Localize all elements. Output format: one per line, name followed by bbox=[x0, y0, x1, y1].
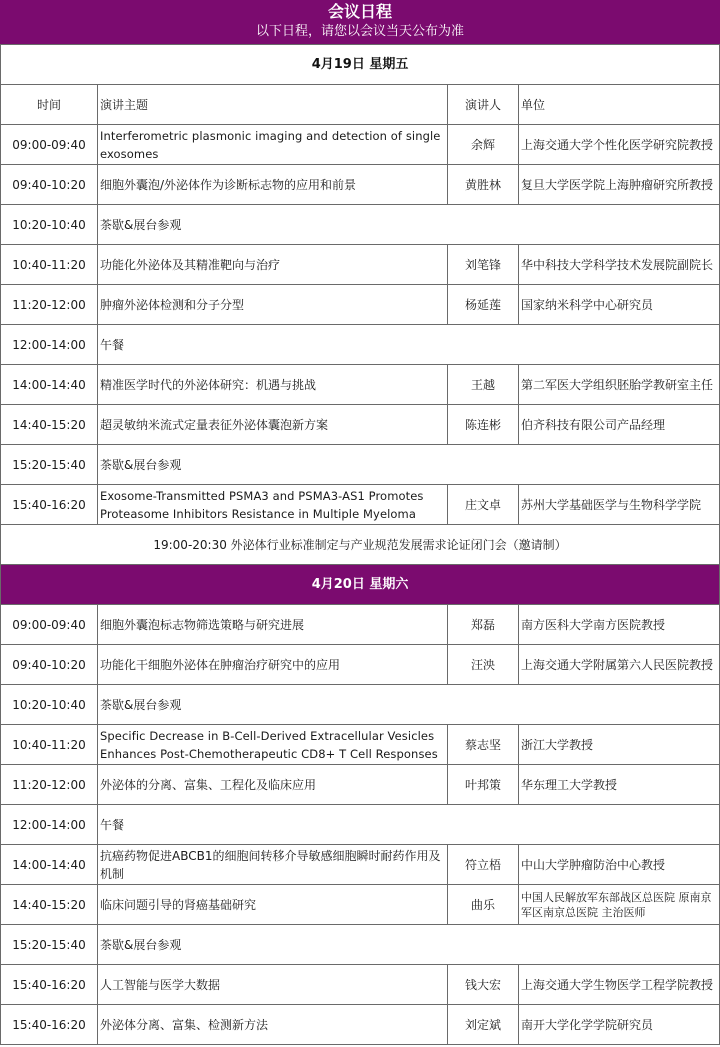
break-row bbox=[1, 205, 720, 245]
day1-table bbox=[0, 44, 720, 565]
break-label: 茶歇&展台参观 bbox=[98, 445, 720, 485]
session-topic: 功能化干细胞外泌体在肿瘤治疗研究中的应用 bbox=[98, 645, 448, 685]
session-speaker: 王越 bbox=[448, 365, 519, 405]
session-topic: 细胞外囊泡/外泌体作为诊断标志物的应用和前景 bbox=[98, 165, 448, 205]
agenda-title: 会议日程 bbox=[327, 2, 392, 21]
session-time: 09:00-09:40 bbox=[1, 605, 98, 645]
session-topic: 外泌体的分离、富集、工程化及临床应用 bbox=[98, 765, 448, 805]
session-speaker: 刘笔锋 bbox=[448, 245, 519, 285]
break-label: 茶歇&展台参观 bbox=[98, 925, 720, 965]
session-time: 12:00-14:00 bbox=[1, 805, 98, 845]
session-speaker: 曲乐 bbox=[448, 885, 519, 925]
day2-title: 4月20日 星期六 bbox=[1, 565, 720, 605]
break-row bbox=[1, 325, 720, 365]
session-speaker: 黄胜林 bbox=[448, 165, 519, 205]
session-topic: 外泌体分离、富集、检测新方法 bbox=[98, 1005, 448, 1045]
session-topic: 肿瘤外泌体检测和分子分型 bbox=[98, 285, 448, 325]
session-unit: 中山大学肿瘤防治中心教授 bbox=[519, 845, 720, 885]
day1-title-row bbox=[1, 45, 720, 85]
session-time: 11:20-12:00 bbox=[1, 285, 98, 325]
session-speaker: 郑磊 bbox=[448, 605, 519, 645]
session-time: 14:40-15:20 bbox=[1, 405, 98, 445]
session-time: 10:20-10:40 bbox=[1, 205, 98, 245]
session-time: 09:40-10:20 bbox=[1, 165, 98, 205]
session-unit: 上海交通大学个性化医学研究院教授 bbox=[519, 125, 720, 165]
session-topic: 细胞外囊泡标志物筛选策略与研究进展 bbox=[98, 605, 448, 645]
evening-session: 19:00-20:30 外泌体行业标准制定与产业规范发展需求论证闭门会（邀请制） bbox=[1, 525, 720, 565]
session-unit: 复旦大学医学院上海肿瘤研究所教授 bbox=[519, 165, 720, 205]
session-unit: 华东理工大学教授 bbox=[519, 765, 720, 805]
column-time: 时间 bbox=[1, 85, 98, 125]
session-row bbox=[1, 645, 720, 685]
break-row bbox=[1, 805, 720, 845]
session-unit: 伯齐科技有限公司产品经理 bbox=[519, 405, 720, 445]
session-time: 09:00-09:40 bbox=[1, 125, 98, 165]
agenda-subtitle: 以下日程，请您以会议当天公布为准 bbox=[255, 24, 464, 39]
session-row bbox=[1, 845, 720, 885]
break-row bbox=[1, 685, 720, 725]
session-row bbox=[1, 405, 720, 445]
session-row bbox=[1, 165, 720, 205]
session-row bbox=[1, 285, 720, 325]
session-row bbox=[1, 725, 720, 765]
session-topic: Specific Decrease in B-Cell-Derived Extracellular Vesicles Enhances Post-Chemotherapeutic CD8+ T Cell Responses bbox=[98, 725, 448, 765]
session-speaker: 符立梧 bbox=[448, 845, 519, 885]
session-unit: 中国人民解放军东部战区总医院 原南京军区南京总医院 主治医师 bbox=[519, 885, 720, 925]
session-unit: 国家纳米科学中心研究员 bbox=[519, 285, 720, 325]
session-speaker: 汪泱 bbox=[448, 645, 519, 685]
session-topic: 抗癌药物促进ABCB1的细胞间转移介导敏感细胞瞬时耐药作用及机制 bbox=[98, 845, 448, 885]
session-row bbox=[1, 125, 720, 165]
break-row bbox=[1, 445, 720, 485]
session-time: 14:40-15:20 bbox=[1, 885, 98, 925]
day1-title: 4月19日 星期五 bbox=[1, 45, 720, 85]
column-speaker: 演讲人 bbox=[448, 85, 519, 125]
day2-title-row bbox=[1, 565, 720, 605]
session-speaker: 刘定斌 bbox=[448, 1005, 519, 1045]
session-time: 15:40-16:20 bbox=[1, 1005, 98, 1045]
session-time: 15:20-15:40 bbox=[1, 925, 98, 965]
session-time: 15:20-15:40 bbox=[1, 445, 98, 485]
session-speaker: 杨延莲 bbox=[448, 285, 519, 325]
session-unit: 上海交通大学附属第六人民医院教授 bbox=[519, 645, 720, 685]
session-row bbox=[1, 765, 720, 805]
column-header-row bbox=[1, 85, 720, 125]
session-time: 10:40-11:20 bbox=[1, 725, 98, 765]
session-speaker: 陈连彬 bbox=[448, 405, 519, 445]
session-topic: 人工智能与医学大数据 bbox=[98, 965, 448, 1005]
session-row bbox=[1, 885, 720, 925]
session-topic: 临床问题引导的肾癌基础研究 bbox=[98, 885, 448, 925]
column-topic: 演讲主题 bbox=[98, 85, 448, 125]
session-speaker: 庄文卓 bbox=[448, 485, 519, 525]
session-unit: 第二军医大学组织胚胎学教研室主任 bbox=[519, 365, 720, 405]
agenda-header bbox=[0, 0, 720, 44]
session-speaker: 余辉 bbox=[448, 125, 519, 165]
session-unit: 南开大学化学学院研究员 bbox=[519, 1005, 720, 1045]
break-row bbox=[1, 925, 720, 965]
break-label: 午餐 bbox=[98, 805, 720, 845]
session-row bbox=[1, 605, 720, 645]
session-unit: 苏州大学基础医学与生物科学学院 bbox=[519, 485, 720, 525]
session-time: 11:20-12:00 bbox=[1, 765, 98, 805]
session-time: 14:00-14:40 bbox=[1, 365, 98, 405]
session-time: 10:40-11:20 bbox=[1, 245, 98, 285]
session-speaker: 钱大宏 bbox=[448, 965, 519, 1005]
session-speaker: 蔡志坚 bbox=[448, 725, 519, 765]
column-unit: 单位 bbox=[519, 85, 720, 125]
session-unit: 华中科技大学科学技术发展院副院长 bbox=[519, 245, 720, 285]
session-row bbox=[1, 1005, 720, 1045]
break-label: 茶歇&展台参观 bbox=[98, 685, 720, 725]
session-speaker: 叶邦策 bbox=[448, 765, 519, 805]
break-label: 午餐 bbox=[98, 325, 720, 365]
break-label: 茶歇&展台参观 bbox=[98, 205, 720, 245]
session-unit: 上海交通大学生物医学工程学院教授 bbox=[519, 965, 720, 1005]
evening-row bbox=[1, 525, 720, 565]
session-unit: 南方医科大学南方医院教授 bbox=[519, 605, 720, 645]
session-time: 09:40-10:20 bbox=[1, 645, 98, 685]
session-row bbox=[1, 365, 720, 405]
session-topic: 超灵敏纳米流式定量表征外泌体囊泡新方案 bbox=[98, 405, 448, 445]
session-topic: Interferometric plasmonic imaging and detection of single exosomes bbox=[98, 125, 448, 165]
session-row bbox=[1, 245, 720, 285]
session-topic: Exosome-Transmitted PSMA3 and PSMA3-AS1 Promotes Proteasome Inhibitors Resistance in Multiple Myeloma bbox=[98, 485, 448, 525]
session-time: 15:40-16:20 bbox=[1, 485, 98, 525]
session-row bbox=[1, 485, 720, 525]
session-time: 15:40-16:20 bbox=[1, 965, 98, 1005]
session-unit: 浙江大学教授 bbox=[519, 725, 720, 765]
day2-table bbox=[0, 564, 720, 1045]
session-time: 12:00-14:00 bbox=[1, 325, 98, 365]
session-topic: 精准医学时代的外泌体研究：机遇与挑战 bbox=[98, 365, 448, 405]
session-row bbox=[1, 965, 720, 1005]
session-topic: 功能化外泌体及其精准靶向与治疗 bbox=[98, 245, 448, 285]
session-time: 14:00-14:40 bbox=[1, 845, 98, 885]
session-time: 10:20-10:40 bbox=[1, 685, 98, 725]
